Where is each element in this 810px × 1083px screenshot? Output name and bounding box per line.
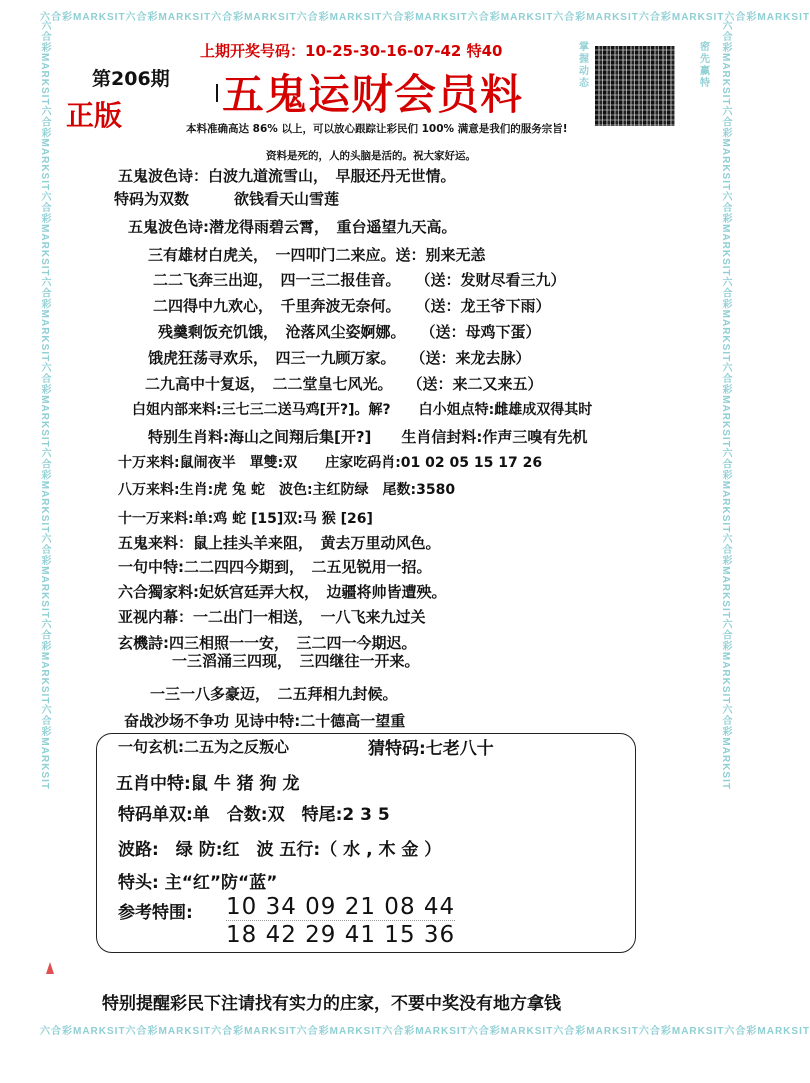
one-sentence-line: 一句中特:二二四四今期到， 二五见锐用一招。 [118, 558, 432, 576]
verse-line-1: 三有雄材白虎关， 一四叩门二来应。送：别来无恙 [148, 246, 486, 264]
box-wave: 波路: 绿 防:红 波 五行:（ 水 , 木 金 ） [118, 840, 442, 860]
baijie-line: 白姐内部来料:三七三二送马鸡[开?]。解? 白小姐点特:雌雄成双得其时 [132, 402, 593, 418]
eight-wan-line: 八万来料:生肖:虎 兔 蛇 波色:主红防绿 尾数:3580 [118, 482, 456, 498]
watermark-right: 六合彩MARKSIT六合彩MARKSIT六合彩MARKSIT六合彩MARKSIT六合彩MARKSIT六合彩MARKSIT六合彩MARKSIT六合彩MARKSIT六合彩MARKSIT [720, 20, 731, 790]
ref-numbers-row-1: 10 34 09 21 08 44 [226, 894, 456, 920]
box-head: 特头: 主“红”防“蓝” [118, 873, 278, 893]
box-five-zodiac: 五肖中特:鼠 牛 猪 狗 龙 [116, 774, 300, 794]
qr-code-overlay [595, 46, 675, 126]
closing-verse: 一三一八多豪迈， 二五拜相九封候。 [150, 685, 398, 703]
verse-line-4: 残羹剩饭充饥饿， 沧落风尘姿婀娜。 （送：母鸡下蛋） [158, 323, 541, 341]
box-guess: 猜特码:七老八十 [368, 739, 494, 759]
page-title: 五鬼运财会员料 [222, 70, 524, 119]
battle-line: 奋战沙场不争功 见诗中特:二十德高一望重 [124, 712, 406, 730]
atv-insider-line: 亚视内幕：一二出门一相送， 一八飞来九过关 [118, 608, 426, 626]
verse-line-3: 二四得中九欢心， 千里奔波无奈何。 （送：龙王爷下雨） [153, 297, 551, 315]
exclusive-line: 六合獨家料:妃妖宫廷弄大权， 边疆将帅皆遭殃。 [118, 583, 447, 601]
watermark-bottom: 六合彩MARKSIT六合彩MARKSIT六合彩MARKSIT六合彩MARKSIT六合彩MARKSIT六合彩MARKSIT六合彩MARKSIT六合彩MARKSIT六合彩MARKSIT [40, 1026, 810, 1037]
verse-line-2: 二二飞奔三出迎， 四一三二报佳音。 （送：发财尽看三九） [153, 271, 566, 289]
motto: 资料是死的，人的头脑是活的。祝大家好运。 [266, 150, 476, 162]
title-divider [216, 84, 218, 102]
box-ref-label: 参考特围: [118, 903, 193, 923]
ref-numbers-row-2: 18 42 29 41 15 36 [226, 922, 456, 948]
watermark-top: 六合彩MARKSIT六合彩MARKSIT六合彩MARKSIT六合彩MARKSIT六合彩MARKSIT六合彩MARKSIT六合彩MARKSIT六合彩MARKSIT六合彩MARKSIT [40, 12, 810, 23]
zodiac-special-line: 特别生肖料:海山之间翔后集[开?] 生肖信封料:作声三嗅有先机 [148, 428, 588, 446]
last-draw-numbers: 上期开奖号码：10-25-30-16-07-42 特40 [200, 42, 503, 60]
issue-number: 第206期 [92, 68, 170, 90]
side-stamp-left: 掌握动态 [579, 42, 589, 89]
genuine-label: 正版 [66, 99, 123, 132]
box-odd-even: 特码单双:单 合数:双 特尾:2 3 5 [118, 805, 390, 825]
wugui-line: 五鬼来料：鼠上挂头羊来阻， 黄去万里动风色。 [118, 534, 441, 552]
special-parity-line: 特码为双数 欲钱看天山雪莲 [114, 190, 340, 208]
tagline: 本料准确高达 86% 以上，可以放心跟踪让彩民们 100% 满意是我们的服务宗旨! [186, 123, 568, 135]
mystic-poem-line-1: 玄機詩:四三相照一一安， 三二四一今期迟。 [118, 634, 417, 652]
mystic-poem-line-2: 一三滔涌三四现， 三四继往一开来。 [172, 652, 420, 670]
watermark-left: 六合彩MARKSIT六合彩MARKSIT六合彩MARKSIT六合彩MARKSIT六合彩MARKSIT六合彩MARKSIT六合彩MARKSIT六合彩MARKSIT六合彩MARKSIT [39, 20, 50, 790]
footer-notice: 特别提醒彩民下注请找有实力的庄家，不要中奖没有地方拿钱 [102, 994, 561, 1014]
poem-line-2: 五鬼波色诗:潜龙得雨碧云霄， 重台遥望九天高。 [128, 218, 457, 236]
ten-wan-line: 十万来料:鼠闹夜半 單雙:双 庄家吃码肖:01 02 05 15 17 26 [118, 455, 543, 471]
verse-line-5: 饿虎狂荡寻欢乐， 四三一九顾万家。 （送：来龙去脉） [148, 349, 531, 367]
poem-line-1: 五鬼波色诗：白波九道流雪山， 早服还丹无世情。 [118, 167, 456, 185]
box-riddle: 一句玄机:二五为之反叛心 [118, 738, 289, 756]
eleven-wan-line: 十一万来料:单:鸡 蛇 [15]双:马 猴 [26] [118, 511, 373, 527]
side-stamp-right: 密先赢特 [700, 42, 710, 89]
verse-line-6: 二九高中十复返， 二二堂皇七风光。 （送：来二又来五） [145, 375, 543, 393]
